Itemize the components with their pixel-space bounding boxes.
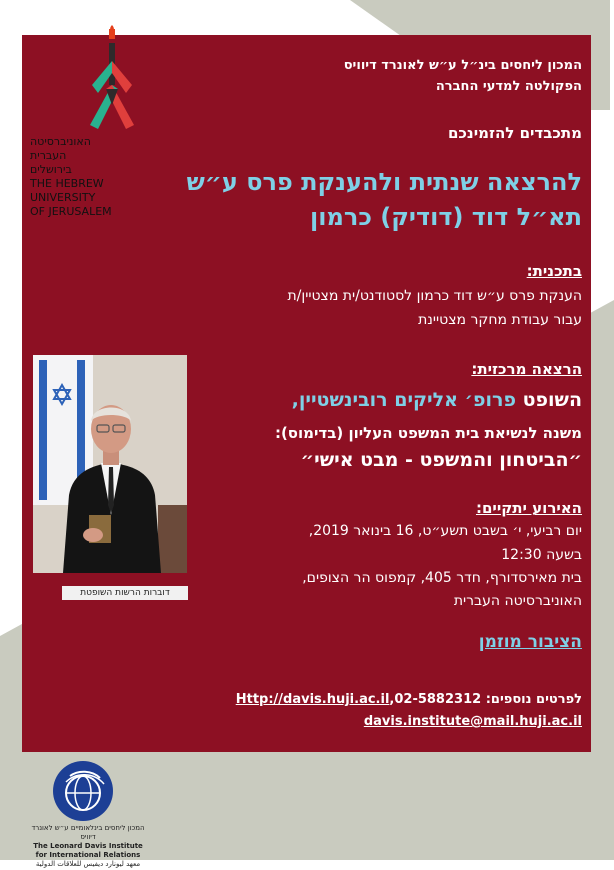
contact-email-line <box>364 714 582 729</box>
program-line-1: הענקת פרס ע״ש דוד כרמון לסטודנט/ית מצטיין/ת <box>287 288 582 304</box>
lecturer-role: משנה לנשיאת בית המשפט העליון (בדימוס): <box>274 424 582 442</box>
davis-name-he: המכון ליחסים בינלאומיים ע״ש לאונרד דיוויס <box>31 824 145 841</box>
davis-globe-icon <box>52 760 114 822</box>
event-location: בית מאירסדורף, חדר 405, קמפוס הר הצופים, <box>302 570 582 586</box>
lecturer-title: השופט <box>522 389 582 411</box>
program-heading: בתכנית: <box>526 262 582 280</box>
contact-info <box>236 692 582 707</box>
faculty-name: הפקולטה למדעי החברה <box>435 79 582 94</box>
lecturer-photo <box>33 355 187 573</box>
davis-name-ar: معهد ليونارد ديفيس للعلاقات الدولية <box>35 860 141 868</box>
institute-name: המכון ליחסים בינ״ל ע״ש לאונרד דיוויס <box>343 58 582 73</box>
website-link[interactable]: Http://davis.huji.ac.il <box>235 692 390 707</box>
event-title-line-1: להרצאה שנתית ולהענקת פרס ע״ש <box>186 168 582 196</box>
university-name-en-3: OF JERUSALEM <box>30 205 112 218</box>
event-university: האוניברסיטה העברית <box>453 593 582 609</box>
event-date: יום רביעי, י׳ בשבט תשע״ט, 16 בינואר 2019, <box>308 523 582 539</box>
davis-name-en: The Leonard Davis Institute for International Relations <box>33 842 143 859</box>
event-time: בשעה 12:30 <box>501 547 582 563</box>
university-name-he-3: בירושלים <box>30 163 72 176</box>
university-name-he-2: העברית <box>30 149 67 162</box>
public-invited: הציבור מוזמן <box>478 632 582 652</box>
email-link[interactable]: davis.institute@mail.huji.ac.il <box>363 714 582 729</box>
lecturer-name <box>292 389 582 411</box>
program-line-2: עבור עבודת מחקר מצטיינת <box>418 312 582 328</box>
lecturer-name-main: פרופ׳ אליקים רובינשטיין, <box>291 389 516 411</box>
invite-line: מתכבדים להזמינכם <box>447 124 582 142</box>
event-title-line-2: תא״ל דוד (דודיק) כרמון <box>310 203 582 231</box>
lecture-topic: ״הביטחון והמשפט - מבט אישי״ <box>300 449 582 471</box>
university-emblem-icon <box>82 25 142 130</box>
university-name-en-2: UNIVERSITY <box>30 191 96 204</box>
lecturer-portrait-image <box>33 355 187 573</box>
davis-institute-name <box>30 824 146 869</box>
event-heading: האירוע יתקיים: <box>475 499 582 517</box>
university-name-en-1: THE HEBREW <box>30 177 104 190</box>
university-name <box>30 135 170 219</box>
photo-credit: דוברות הרשות השופטת <box>62 586 188 600</box>
university-name-he-1: האוניברסיטה <box>30 135 91 148</box>
contact-phone: לפרטים נוספים: 02-5882312, <box>389 692 582 707</box>
lecture-heading: הרצאה מרכזית: <box>471 360 582 378</box>
